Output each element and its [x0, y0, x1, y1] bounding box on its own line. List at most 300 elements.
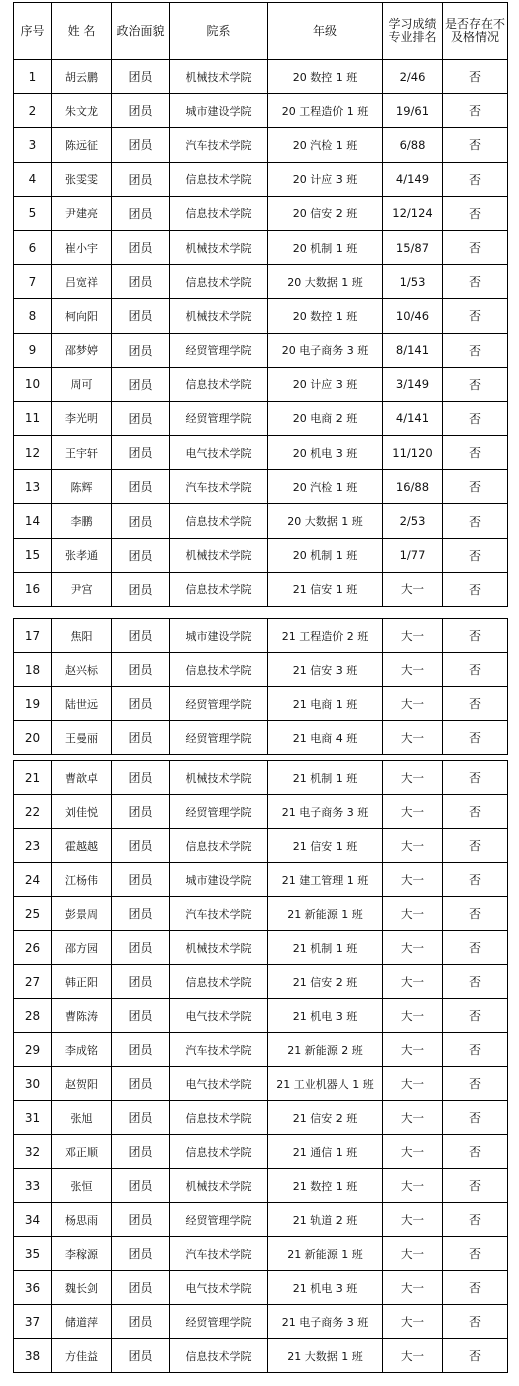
row-number-cell: 19 — [14, 687, 52, 721]
political-status-cell: 团员 — [112, 687, 170, 721]
student-name-cell: 王宇轩 — [52, 436, 112, 470]
student-name-cell: 张恒 — [52, 1169, 112, 1203]
row-number-cell: 35 — [14, 1237, 52, 1271]
department-cell: 机械技术学院 — [170, 60, 268, 94]
row-number-cell: 33 — [14, 1169, 52, 1203]
row-number-cell: 5 — [14, 196, 52, 230]
department-cell: 电气技术学院 — [170, 436, 268, 470]
political-status-cell: 团员 — [112, 333, 170, 367]
student-name-cell: 周可 — [52, 367, 112, 401]
row-number-cell: 4 — [14, 162, 52, 196]
class-grade-cell: 21 工程造价 2 班 — [268, 619, 383, 653]
department-cell: 信息技术学院 — [170, 1339, 268, 1373]
table-row — [14, 1339, 508, 1373]
table-row — [14, 162, 508, 196]
table-row — [14, 333, 508, 367]
student-name-cell: 彭景周 — [52, 897, 112, 931]
table-row — [14, 687, 508, 721]
row-number-cell: 7 — [14, 265, 52, 299]
department-cell: 城市建设学院 — [170, 94, 268, 128]
row-number-cell: 10 — [14, 367, 52, 401]
major-rank-cell: 4/149 — [383, 162, 443, 196]
student-name-cell: 韩正阳 — [52, 965, 112, 999]
student-name-cell: 胡云鹏 — [52, 60, 112, 94]
fail-status-cell: 否 — [443, 687, 508, 721]
fail-status-cell: 否 — [443, 1101, 508, 1135]
class-grade-cell: 21 机电 3 班 — [268, 999, 383, 1033]
fail-status-cell: 否 — [443, 94, 508, 128]
major-rank-cell: 16/88 — [383, 470, 443, 504]
political-status-cell: 团员 — [112, 196, 170, 230]
table-row — [14, 572, 508, 606]
department-cell: 机械技术学院 — [170, 1169, 268, 1203]
row-number-cell: 16 — [14, 572, 52, 606]
department-cell: 信息技术学院 — [170, 1101, 268, 1135]
major-rank-cell: 大一 — [383, 653, 443, 687]
class-grade-cell: 20 数控 1 班 — [268, 60, 383, 94]
class-grade-cell: 21 电子商务 3 班 — [268, 795, 383, 829]
row-number-cell: 18 — [14, 653, 52, 687]
table-row — [14, 1135, 508, 1169]
department-cell: 机械技术学院 — [170, 931, 268, 965]
fail-status-cell: 否 — [443, 931, 508, 965]
political-status-cell: 团员 — [112, 1101, 170, 1135]
major-rank-cell: 6/88 — [383, 128, 443, 162]
class-grade-cell: 20 汽检 1 班 — [268, 128, 383, 162]
row-number-cell: 1 — [14, 60, 52, 94]
political-status-cell: 团员 — [112, 230, 170, 264]
department-cell: 汽车技术学院 — [170, 1237, 268, 1271]
major-rank-cell: 大一 — [383, 721, 443, 755]
political-status-cell: 团员 — [112, 1203, 170, 1237]
student-name-cell: 尹建亮 — [52, 196, 112, 230]
student-name-cell: 尹宫 — [52, 572, 112, 606]
table-row — [14, 1033, 508, 1067]
class-grade-cell: 21 电商 4 班 — [268, 721, 383, 755]
fail-status-cell: 否 — [443, 619, 508, 653]
class-grade-cell: 20 汽检 1 班 — [268, 470, 383, 504]
student-name-cell: 方佳益 — [52, 1339, 112, 1373]
student-name-cell: 杨思雨 — [52, 1203, 112, 1237]
row-number-cell: 38 — [14, 1339, 52, 1373]
major-rank-cell: 3/149 — [383, 367, 443, 401]
political-status-cell: 团员 — [112, 128, 170, 162]
table-row — [14, 94, 508, 128]
row-number-cell: 31 — [14, 1101, 52, 1135]
fail-status-cell: 否 — [443, 1305, 508, 1339]
class-grade-cell: 21 建工管理 1 班 — [268, 863, 383, 897]
political-status-cell: 团员 — [112, 653, 170, 687]
class-grade-cell: 21 信安 3 班 — [268, 653, 383, 687]
major-rank-cell: 大一 — [383, 1203, 443, 1237]
major-rank-cell: 10/46 — [383, 299, 443, 333]
department-cell: 机械技术学院 — [170, 538, 268, 572]
political-status-cell: 团员 — [112, 863, 170, 897]
table-row — [14, 999, 508, 1033]
row-number-cell: 8 — [14, 299, 52, 333]
student-name-cell: 吕宽祥 — [52, 265, 112, 299]
department-cell: 信息技术学院 — [170, 162, 268, 196]
department-cell: 经贸管理学院 — [170, 1203, 268, 1237]
student-name-cell: 张孝通 — [52, 538, 112, 572]
fail-status-cell: 否 — [443, 401, 508, 435]
table-header-row — [14, 3, 508, 60]
class-grade-cell: 20 机制 1 班 — [268, 538, 383, 572]
political-status-cell: 团员 — [112, 162, 170, 196]
student-name-cell: 李鹏 — [52, 504, 112, 538]
major-rank-cell: 大一 — [383, 619, 443, 653]
table-row — [14, 1067, 508, 1101]
row-number-cell: 37 — [14, 1305, 52, 1339]
department-cell: 汽车技术学院 — [170, 897, 268, 931]
class-grade-cell: 21 信安 2 班 — [268, 965, 383, 999]
table-row — [14, 897, 508, 931]
major-rank-cell: 大一 — [383, 897, 443, 931]
fail-status-cell: 否 — [443, 1033, 508, 1067]
class-grade-cell: 20 大数据 1 班 — [268, 504, 383, 538]
student-name-cell: 张雯雯 — [52, 162, 112, 196]
student-name-cell: 李光明 — [52, 401, 112, 435]
department-cell: 汽车技术学院 — [170, 1033, 268, 1067]
political-status-cell: 团员 — [112, 1067, 170, 1101]
student-name-cell: 曹歆卓 — [52, 761, 112, 795]
major-rank-cell: 11/120 — [383, 436, 443, 470]
major-rank-cell: 大一 — [383, 1271, 443, 1305]
political-status-cell: 团员 — [112, 619, 170, 653]
row-number-cell: 9 — [14, 333, 52, 367]
department-cell: 经贸管理学院 — [170, 721, 268, 755]
table-row — [14, 504, 508, 538]
class-grade-cell: 20 电子商务 3 班 — [268, 333, 383, 367]
table-row — [14, 1237, 508, 1271]
major-rank-cell: 大一 — [383, 687, 443, 721]
header-dept: 院系 — [170, 3, 268, 60]
row-number-cell: 13 — [14, 470, 52, 504]
row-number-cell: 22 — [14, 795, 52, 829]
class-grade-cell: 20 数控 1 班 — [268, 299, 383, 333]
major-rank-cell: 15/87 — [383, 230, 443, 264]
student-name-cell: 焦阳 — [52, 619, 112, 653]
row-number-cell: 24 — [14, 863, 52, 897]
class-grade-cell: 20 电商 2 班 — [268, 401, 383, 435]
fail-status-cell: 否 — [443, 829, 508, 863]
department-cell: 汽车技术学院 — [170, 470, 268, 504]
fail-status-cell: 否 — [443, 1271, 508, 1305]
major-rank-cell: 大一 — [383, 1305, 443, 1339]
major-rank-cell: 1/77 — [383, 538, 443, 572]
student-table-part-3 — [13, 760, 508, 1373]
class-grade-cell: 20 工程造价 1 班 — [268, 94, 383, 128]
table-row — [14, 653, 508, 687]
student-table-part-2 — [13, 618, 508, 755]
header-rank: 学习成绩专业排名 — [383, 3, 443, 60]
table-row — [14, 795, 508, 829]
fail-status-cell: 否 — [443, 128, 508, 162]
student-name-cell: 魏长剑 — [52, 1271, 112, 1305]
header-no: 序号 — [14, 3, 52, 60]
class-grade-cell: 21 电子商务 3 班 — [268, 1305, 383, 1339]
political-status-cell: 团员 — [112, 795, 170, 829]
major-rank-cell: 2/46 — [383, 60, 443, 94]
political-status-cell: 团员 — [112, 572, 170, 606]
fail-status-cell: 否 — [443, 299, 508, 333]
department-cell: 城市建设学院 — [170, 863, 268, 897]
table-segment-2 — [13, 618, 507, 755]
header-grade: 年级 — [268, 3, 383, 60]
table-row — [14, 1271, 508, 1305]
table-row — [14, 299, 508, 333]
class-grade-cell: 20 机制 1 班 — [268, 230, 383, 264]
table-row — [14, 829, 508, 863]
fail-status-cell: 否 — [443, 1135, 508, 1169]
student-name-cell: 邓正顺 — [52, 1135, 112, 1169]
political-status-cell: 团员 — [112, 94, 170, 128]
political-status-cell: 团员 — [112, 367, 170, 401]
fail-status-cell: 否 — [443, 265, 508, 299]
major-rank-cell: 大一 — [383, 795, 443, 829]
class-grade-cell: 21 机电 3 班 — [268, 1271, 383, 1305]
fail-status-cell: 否 — [443, 436, 508, 470]
major-rank-cell: 大一 — [383, 761, 443, 795]
class-grade-cell: 21 工业机器人 1 班 — [268, 1067, 383, 1101]
row-number-cell: 12 — [14, 436, 52, 470]
class-grade-cell: 21 数控 1 班 — [268, 1169, 383, 1203]
student-name-cell: 曹陈涛 — [52, 999, 112, 1033]
student-name-cell: 储道萍 — [52, 1305, 112, 1339]
fail-status-cell: 否 — [443, 653, 508, 687]
major-rank-cell: 12/124 — [383, 196, 443, 230]
fail-status-cell: 否 — [443, 196, 508, 230]
fail-status-cell: 否 — [443, 230, 508, 264]
student-name-cell: 赵兴标 — [52, 653, 112, 687]
department-cell: 经贸管理学院 — [170, 401, 268, 435]
student-table-part-1 — [13, 2, 508, 607]
row-number-cell: 11 — [14, 401, 52, 435]
student-name-cell: 陈辉 — [52, 470, 112, 504]
department-cell: 信息技术学院 — [170, 1135, 268, 1169]
fail-status-cell: 否 — [443, 1169, 508, 1203]
table-row — [14, 60, 508, 94]
student-name-cell: 王曼丽 — [52, 721, 112, 755]
student-name-cell: 朱文龙 — [52, 94, 112, 128]
political-status-cell: 团员 — [112, 931, 170, 965]
fail-status-cell: 否 — [443, 60, 508, 94]
row-number-cell: 27 — [14, 965, 52, 999]
fail-status-cell: 否 — [443, 1237, 508, 1271]
table-row — [14, 863, 508, 897]
student-name-cell: 江杨伟 — [52, 863, 112, 897]
fail-status-cell: 否 — [443, 897, 508, 931]
fail-status-cell: 否 — [443, 538, 508, 572]
political-status-cell: 团员 — [112, 829, 170, 863]
row-number-cell: 32 — [14, 1135, 52, 1169]
table-row — [14, 470, 508, 504]
department-cell: 机械技术学院 — [170, 761, 268, 795]
department-cell: 电气技术学院 — [170, 999, 268, 1033]
political-status-cell: 团员 — [112, 897, 170, 931]
class-grade-cell: 21 新能源 2 班 — [268, 1033, 383, 1067]
table-segment-1 — [13, 2, 507, 607]
class-grade-cell: 21 信安 1 班 — [268, 829, 383, 863]
political-status-cell: 团员 — [112, 401, 170, 435]
fail-status-cell: 否 — [443, 367, 508, 401]
table-row — [14, 128, 508, 162]
political-status-cell: 团员 — [112, 470, 170, 504]
major-rank-cell: 19/61 — [383, 94, 443, 128]
class-grade-cell: 20 计应 3 班 — [268, 367, 383, 401]
row-number-cell: 26 — [14, 931, 52, 965]
table-row — [14, 931, 508, 965]
student-name-cell: 张旭 — [52, 1101, 112, 1135]
political-status-cell: 团员 — [112, 1033, 170, 1067]
political-status-cell: 团员 — [112, 265, 170, 299]
department-cell: 城市建设学院 — [170, 619, 268, 653]
major-rank-cell: 大一 — [383, 829, 443, 863]
fail-status-cell: 否 — [443, 162, 508, 196]
row-number-cell: 15 — [14, 538, 52, 572]
fail-status-cell: 否 — [443, 1067, 508, 1101]
political-status-cell: 团员 — [112, 999, 170, 1033]
political-status-cell: 团员 — [112, 1135, 170, 1169]
department-cell: 经贸管理学院 — [170, 333, 268, 367]
major-rank-cell: 大一 — [383, 931, 443, 965]
row-number-cell: 23 — [14, 829, 52, 863]
row-number-cell: 3 — [14, 128, 52, 162]
row-number-cell: 21 — [14, 761, 52, 795]
table-row — [14, 1169, 508, 1203]
department-cell: 电气技术学院 — [170, 1067, 268, 1101]
department-cell: 电气技术学院 — [170, 1271, 268, 1305]
class-grade-cell: 21 新能源 1 班 — [268, 1237, 383, 1271]
class-grade-cell: 21 电商 1 班 — [268, 687, 383, 721]
class-grade-cell: 20 计应 3 班 — [268, 162, 383, 196]
row-number-cell: 2 — [14, 94, 52, 128]
political-status-cell: 团员 — [112, 299, 170, 333]
fail-status-cell: 否 — [443, 470, 508, 504]
fail-status-cell: 否 — [443, 999, 508, 1033]
class-grade-cell: 21 轨道 2 班 — [268, 1203, 383, 1237]
political-status-cell: 团员 — [112, 504, 170, 538]
department-cell: 信息技术学院 — [170, 572, 268, 606]
department-cell: 机械技术学院 — [170, 230, 268, 264]
department-cell: 经贸管理学院 — [170, 687, 268, 721]
political-status-cell: 团员 — [112, 721, 170, 755]
row-number-cell: 25 — [14, 897, 52, 931]
table-row — [14, 538, 508, 572]
department-cell: 信息技术学院 — [170, 965, 268, 999]
political-status-cell: 团员 — [112, 1305, 170, 1339]
department-cell: 信息技术学院 — [170, 367, 268, 401]
row-number-cell: 6 — [14, 230, 52, 264]
fail-status-cell: 否 — [443, 572, 508, 606]
table-row — [14, 196, 508, 230]
department-cell: 信息技术学院 — [170, 504, 268, 538]
table-row — [14, 1101, 508, 1135]
political-status-cell: 团员 — [112, 1169, 170, 1203]
class-grade-cell: 20 机电 3 班 — [268, 436, 383, 470]
fail-status-cell: 否 — [443, 1203, 508, 1237]
fail-status-cell: 否 — [443, 761, 508, 795]
row-number-cell: 29 — [14, 1033, 52, 1067]
table-row — [14, 265, 508, 299]
major-rank-cell: 大一 — [383, 1169, 443, 1203]
major-rank-cell: 大一 — [383, 1135, 443, 1169]
row-number-cell: 14 — [14, 504, 52, 538]
major-rank-cell: 大一 — [383, 1339, 443, 1373]
table-row — [14, 761, 508, 795]
student-name-cell: 陆世远 — [52, 687, 112, 721]
class-grade-cell: 21 新能源 1 班 — [268, 897, 383, 931]
table-row — [14, 965, 508, 999]
table-row — [14, 436, 508, 470]
student-name-cell: 霍越越 — [52, 829, 112, 863]
class-grade-cell: 20 信安 2 班 — [268, 196, 383, 230]
student-name-cell: 柯向阳 — [52, 299, 112, 333]
header-political: 政治面貌 — [112, 3, 170, 60]
department-cell: 信息技术学院 — [170, 653, 268, 687]
department-cell: 信息技术学院 — [170, 829, 268, 863]
student-name-cell: 邵方园 — [52, 931, 112, 965]
header-name: 姓 名 — [52, 3, 112, 60]
political-status-cell: 团员 — [112, 761, 170, 795]
department-cell: 信息技术学院 — [170, 265, 268, 299]
political-status-cell: 团员 — [112, 538, 170, 572]
fail-status-cell: 否 — [443, 504, 508, 538]
student-name-cell: 李稼源 — [52, 1237, 112, 1271]
political-status-cell: 团员 — [112, 965, 170, 999]
student-name-cell: 刘佳悦 — [52, 795, 112, 829]
fail-status-cell: 否 — [443, 863, 508, 897]
row-number-cell: 28 — [14, 999, 52, 1033]
student-name-cell: 陈远征 — [52, 128, 112, 162]
major-rank-cell: 大一 — [383, 1237, 443, 1271]
major-rank-cell: 2/53 — [383, 504, 443, 538]
class-grade-cell: 21 信安 2 班 — [268, 1101, 383, 1135]
class-grade-cell: 21 机制 1 班 — [268, 761, 383, 795]
class-grade-cell: 21 机制 1 班 — [268, 931, 383, 965]
student-name-cell: 李成铭 — [52, 1033, 112, 1067]
major-rank-cell: 4/141 — [383, 401, 443, 435]
department-cell: 汽车技术学院 — [170, 128, 268, 162]
table-row — [14, 1203, 508, 1237]
table-row — [14, 619, 508, 653]
major-rank-cell: 大一 — [383, 1101, 443, 1135]
table-row — [14, 1305, 508, 1339]
political-status-cell: 团员 — [112, 1237, 170, 1271]
class-grade-cell: 21 大数据 1 班 — [268, 1339, 383, 1373]
class-grade-cell: 21 通信 1 班 — [268, 1135, 383, 1169]
fail-status-cell: 否 — [443, 965, 508, 999]
table-row — [14, 367, 508, 401]
major-rank-cell: 大一 — [383, 965, 443, 999]
fail-status-cell: 否 — [443, 721, 508, 755]
political-status-cell: 团员 — [112, 1271, 170, 1305]
major-rank-cell: 1/53 — [383, 265, 443, 299]
major-rank-cell: 大一 — [383, 1033, 443, 1067]
table-row — [14, 230, 508, 264]
row-number-cell: 34 — [14, 1203, 52, 1237]
fail-status-cell: 否 — [443, 1339, 508, 1373]
department-cell: 经贸管理学院 — [170, 1305, 268, 1339]
fail-status-cell: 否 — [443, 333, 508, 367]
political-status-cell: 团员 — [112, 436, 170, 470]
fail-status-cell: 否 — [443, 795, 508, 829]
row-number-cell: 36 — [14, 1271, 52, 1305]
row-number-cell: 30 — [14, 1067, 52, 1101]
political-status-cell: 团员 — [112, 60, 170, 94]
table-row — [14, 721, 508, 755]
table-row — [14, 401, 508, 435]
